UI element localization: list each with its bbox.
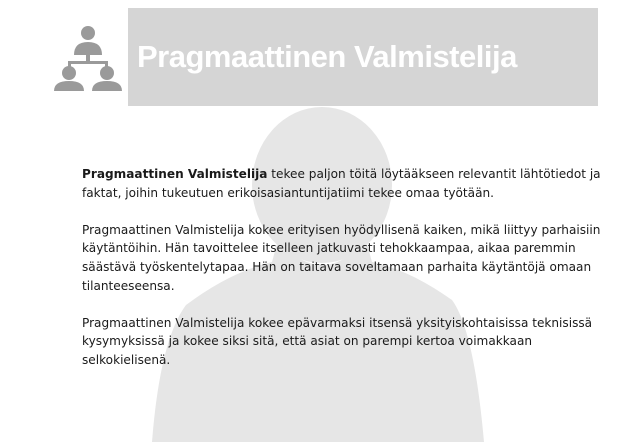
- paragraph-1-text: tekee paljon töitä löytääkseen relevantit lähtötiedot ja faktat, joihin tukeutuen erikoisasiantuntijatiimi tekee omaa työtään.: [82, 167, 601, 200]
- paragraph-3: Pragmaattinen Valmistelija kokee epävarmaksi itsensä yksityiskohtaisissa teknisissä kysymyksissä ja kokee siksi sitä, että asiat on parempi kertoa voimakkaan selkokielisenä.: [82, 315, 593, 367]
- title-banner: [128, 8, 598, 106]
- slide-title: Pragmaattinen Valmistelija: [137, 39, 517, 74]
- paragraph-2: Pragmaattinen Valmistelija kokee erityisen hyödyllisenä kaiken, mikä liittyy parhaisiin käytäntöihin. Hän tavoittelee itselleen jatkuvasti tehokkaampaa, aikaa paremmin säästävä työskentelytapaa. Hän on taitava soveltamaan parhaita käytäntöjä omaan tilanteeseensa.: [82, 222, 601, 293]
- paragraph-1: [82, 165, 622, 202]
- body-text: [82, 165, 622, 388]
- people-hierarchy-icon: [52, 25, 124, 91]
- paragraph-1-lead: Pragmaattinen Valmistelija: [82, 167, 268, 181]
